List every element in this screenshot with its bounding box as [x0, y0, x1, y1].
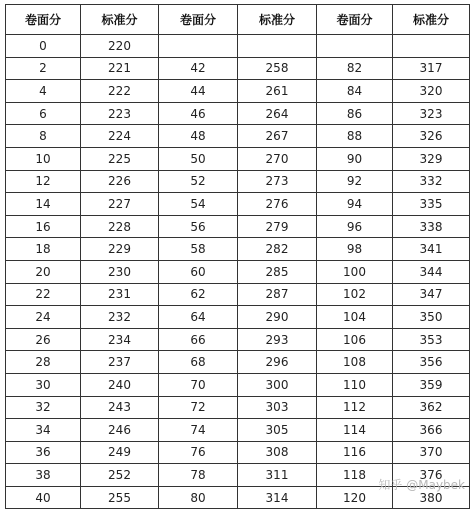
raw-score-cell: 82: [317, 57, 393, 80]
standard-score-cell: 249: [81, 441, 159, 464]
standard-score-cell: 220: [81, 35, 159, 58]
standard-score-cell: 231: [81, 283, 159, 306]
standard-score-cell: [393, 35, 470, 58]
raw-score-cell: 58: [159, 238, 238, 261]
standard-score-cell: 308: [238, 441, 317, 464]
column-header-raw-score-1: 卷面分: [6, 5, 81, 35]
table-row: [6, 260, 470, 283]
raw-score-cell: 20: [6, 260, 81, 283]
standard-score-cell: 287: [238, 283, 317, 306]
standard-score-cell: 353: [393, 328, 470, 351]
standard-score-cell: 240: [81, 373, 159, 396]
raw-score-cell: 12: [6, 170, 81, 193]
standard-score-cell: 285: [238, 260, 317, 283]
raw-score-cell: 74: [159, 419, 238, 442]
table-header: [6, 5, 470, 35]
raw-score-cell: 52: [159, 170, 238, 193]
standard-score-cell: 376: [393, 464, 470, 487]
raw-score-cell: 42: [159, 57, 238, 80]
raw-score-cell: 0: [6, 35, 81, 58]
raw-score-cell: 46: [159, 102, 238, 125]
standard-score-cell: 229: [81, 238, 159, 261]
raw-score-cell: 6: [6, 102, 81, 125]
standard-score-cell: 264: [238, 102, 317, 125]
standard-score-cell: 370: [393, 441, 470, 464]
raw-score-cell: 36: [6, 441, 81, 464]
raw-score-cell: 30: [6, 373, 81, 396]
standard-score-cell: 362: [393, 396, 470, 419]
standard-score-cell: 326: [393, 125, 470, 148]
table-row: [6, 215, 470, 238]
raw-score-cell: 10: [6, 147, 81, 170]
standard-score-cell: 305: [238, 419, 317, 442]
raw-score-cell: 98: [317, 238, 393, 261]
raw-score-cell: 16: [6, 215, 81, 238]
raw-score-cell: 24: [6, 306, 81, 329]
standard-score-cell: 232: [81, 306, 159, 329]
raw-score-cell: 54: [159, 193, 238, 216]
standard-score-cell: 279: [238, 215, 317, 238]
standard-score-cell: 366: [393, 419, 470, 442]
raw-score-cell: 62: [159, 283, 238, 306]
standard-score-cell: 261: [238, 80, 317, 103]
column-header-standard-score-3: 标准分: [393, 5, 470, 35]
raw-score-cell: 22: [6, 283, 81, 306]
raw-score-cell: 110: [317, 373, 393, 396]
raw-score-cell: 34: [6, 419, 81, 442]
standard-score-cell: 303: [238, 396, 317, 419]
standard-score-cell: 228: [81, 215, 159, 238]
raw-score-cell: 70: [159, 373, 238, 396]
raw-score-cell: 48: [159, 125, 238, 148]
table-row: [6, 306, 470, 329]
raw-score-cell: 84: [317, 80, 393, 103]
standard-score-cell: 276: [238, 193, 317, 216]
table-row: [6, 238, 470, 261]
raw-score-cell: 112: [317, 396, 393, 419]
column-header-standard-score-1: 标准分: [81, 5, 159, 35]
standard-score-cell: 314: [238, 486, 317, 509]
standard-score-cell: 223: [81, 102, 159, 125]
standard-score-cell: 290: [238, 306, 317, 329]
standard-score-cell: 320: [393, 80, 470, 103]
standard-score-cell: 323: [393, 102, 470, 125]
raw-score-cell: 102: [317, 283, 393, 306]
table-row: [6, 80, 470, 103]
standard-score-cell: 332: [393, 170, 470, 193]
standard-score-cell: [238, 35, 317, 58]
raw-score-cell: 96: [317, 215, 393, 238]
raw-score-cell: 32: [6, 396, 81, 419]
standard-score-cell: 267: [238, 125, 317, 148]
standard-score-cell: 300: [238, 373, 317, 396]
raw-score-cell: 116: [317, 441, 393, 464]
standard-score-cell: 317: [393, 57, 470, 80]
column-header-standard-score-2: 标准分: [238, 5, 317, 35]
standard-score-cell: 341: [393, 238, 470, 261]
raw-score-cell: 28: [6, 351, 81, 374]
raw-score-cell: 94: [317, 193, 393, 216]
raw-score-cell: 72: [159, 396, 238, 419]
table-body: [6, 35, 470, 509]
raw-score-cell: 18: [6, 238, 81, 261]
raw-score-cell: 106: [317, 328, 393, 351]
standard-score-cell: 246: [81, 419, 159, 442]
table-row: [6, 57, 470, 80]
raw-score-cell: [159, 35, 238, 58]
raw-score-cell: 64: [159, 306, 238, 329]
raw-score-cell: 100: [317, 260, 393, 283]
raw-score-cell: 38: [6, 464, 81, 487]
raw-score-cell: 86: [317, 102, 393, 125]
header-row: [6, 5, 470, 35]
table-row: [6, 486, 470, 509]
raw-score-cell: 8: [6, 125, 81, 148]
table-row: [6, 102, 470, 125]
table-row: [6, 147, 470, 170]
table-row: [6, 441, 470, 464]
standard-score-cell: 359: [393, 373, 470, 396]
standard-score-cell: 237: [81, 351, 159, 374]
raw-score-cell: 118: [317, 464, 393, 487]
standard-score-cell: 222: [81, 80, 159, 103]
standard-score-cell: 338: [393, 215, 470, 238]
raw-score-cell: 108: [317, 351, 393, 374]
table-row: [6, 351, 470, 374]
standard-score-cell: 234: [81, 328, 159, 351]
standard-score-cell: 230: [81, 260, 159, 283]
raw-score-cell: 78: [159, 464, 238, 487]
standard-score-cell: 226: [81, 170, 159, 193]
standard-score-cell: 252: [81, 464, 159, 487]
raw-score-cell: 40: [6, 486, 81, 509]
standard-score-cell: 293: [238, 328, 317, 351]
column-header-raw-score-3: 卷面分: [317, 5, 393, 35]
raw-score-cell: 80: [159, 486, 238, 509]
standard-score-cell: 224: [81, 125, 159, 148]
score-conversion-table: [5, 4, 470, 509]
raw-score-cell: 104: [317, 306, 393, 329]
raw-score-cell: 2: [6, 57, 81, 80]
raw-score-cell: 26: [6, 328, 81, 351]
standard-score-cell: 227: [81, 193, 159, 216]
standard-score-cell: 350: [393, 306, 470, 329]
standard-score-cell: 329: [393, 147, 470, 170]
table-row: [6, 373, 470, 396]
raw-score-cell: 88: [317, 125, 393, 148]
standard-score-cell: 311: [238, 464, 317, 487]
raw-score-cell: 114: [317, 419, 393, 442]
standard-score-cell: 335: [393, 193, 470, 216]
raw-score-cell: 66: [159, 328, 238, 351]
standard-score-cell: 258: [238, 57, 317, 80]
standard-score-cell: 273: [238, 170, 317, 193]
standard-score-cell: 282: [238, 238, 317, 261]
standard-score-cell: 344: [393, 260, 470, 283]
raw-score-cell: 68: [159, 351, 238, 374]
table-row: [6, 396, 470, 419]
raw-score-cell: 120: [317, 486, 393, 509]
table-row: [6, 464, 470, 487]
standard-score-cell: 255: [81, 486, 159, 509]
raw-score-cell: 76: [159, 441, 238, 464]
raw-score-cell: 14: [6, 193, 81, 216]
raw-score-cell: 60: [159, 260, 238, 283]
table-row: [6, 419, 470, 442]
raw-score-cell: 90: [317, 147, 393, 170]
table-row: [6, 193, 470, 216]
standard-score-cell: 347: [393, 283, 470, 306]
column-header-raw-score-2: 卷面分: [159, 5, 238, 35]
standard-score-cell: 225: [81, 147, 159, 170]
standard-score-cell: 356: [393, 351, 470, 374]
table-row: [6, 170, 470, 193]
standard-score-cell: 296: [238, 351, 317, 374]
raw-score-cell: 92: [317, 170, 393, 193]
watermark: 知乎 @Maybek: [378, 478, 465, 492]
standard-score-cell: 270: [238, 147, 317, 170]
raw-score-cell: [317, 35, 393, 58]
standard-score-cell: 221: [81, 57, 159, 80]
raw-score-cell: 56: [159, 215, 238, 238]
standard-score-cell: 380: [393, 486, 470, 509]
raw-score-cell: 4: [6, 80, 81, 103]
standard-score-cell: 243: [81, 396, 159, 419]
raw-score-cell: 44: [159, 80, 238, 103]
table-row: [6, 328, 470, 351]
table-row: [6, 35, 470, 58]
raw-score-cell: 50: [159, 147, 238, 170]
table-row: [6, 283, 470, 306]
table-row: [6, 125, 470, 148]
